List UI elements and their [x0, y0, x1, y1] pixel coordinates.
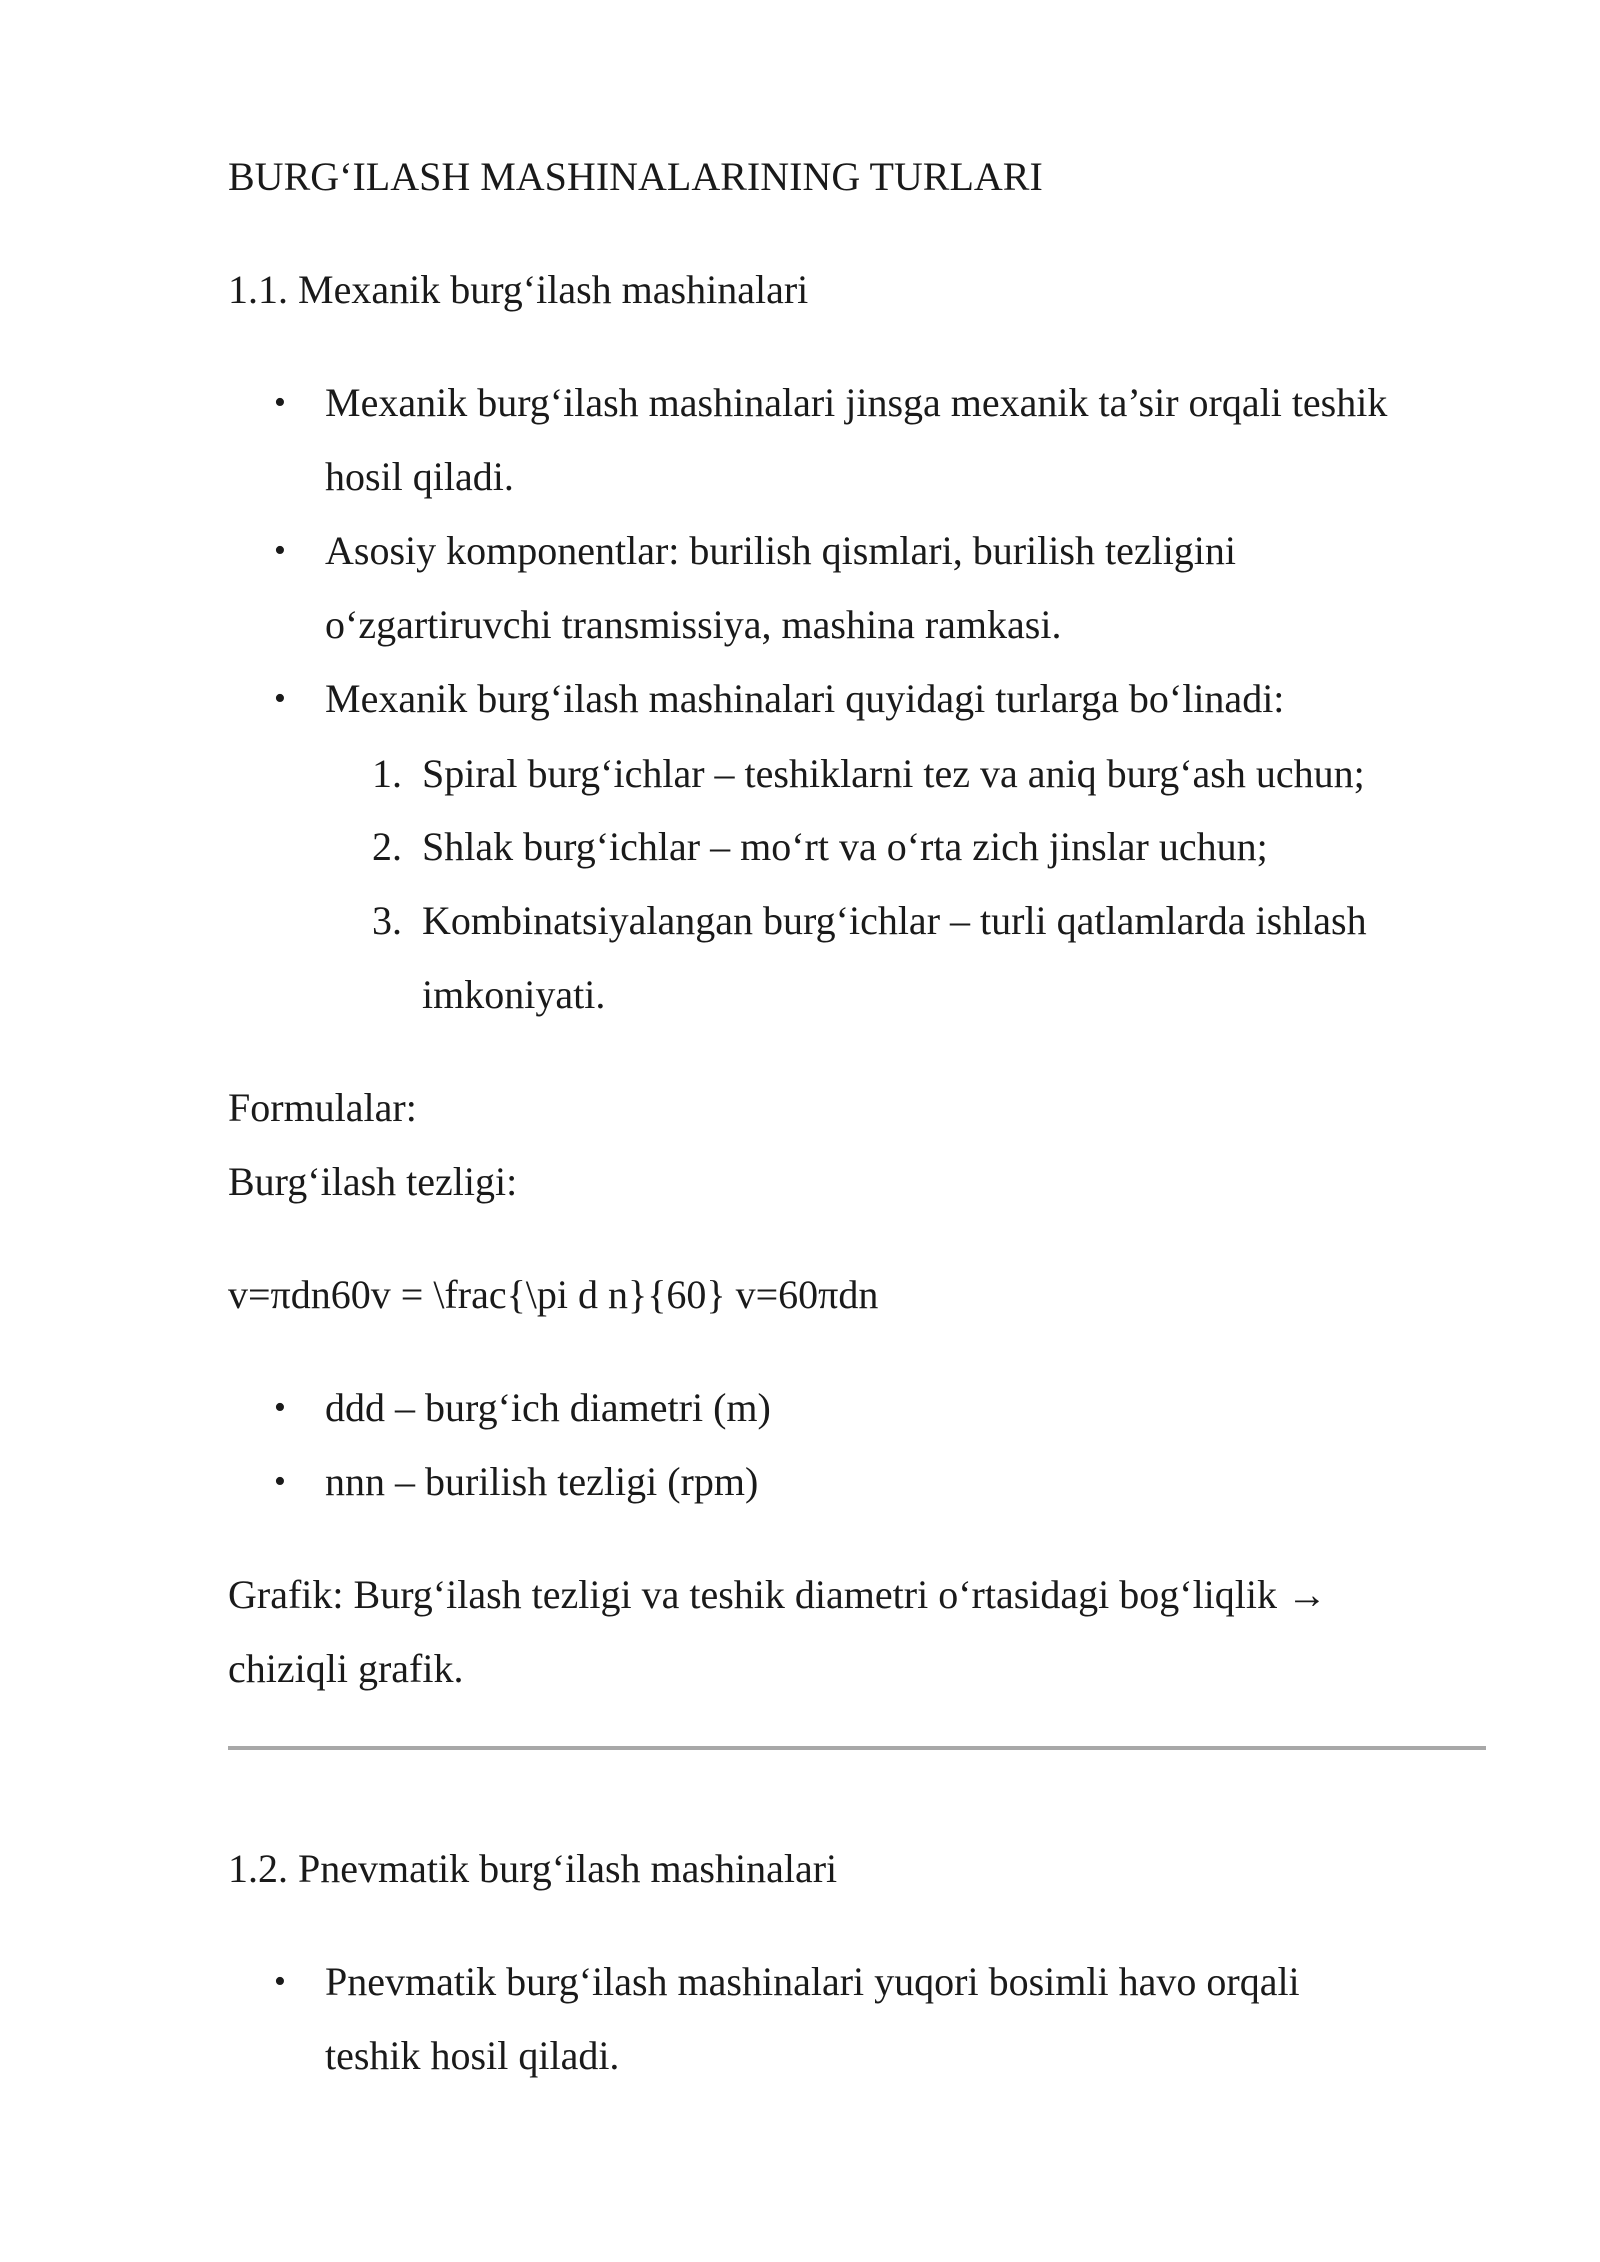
bullet-text-cont: teshik hosil qiladi. — [325, 2033, 620, 2078]
bullet-text: Mexanik burg‘ilash mashinalari quyidagi turlarga bo‘linadi: — [325, 676, 1285, 721]
document-title: BURG‘ILASH MASHINALARINING TURLARI — [228, 154, 1043, 199]
list-number: 3. — [372, 898, 402, 943]
speed-label: Burg‘ilash tezligi: — [228, 1159, 518, 1204]
bullet: • — [274, 532, 286, 569]
bullet: • — [274, 680, 286, 717]
grafik-text: Grafik: Burg‘ilash tezligi va teshik diametri o‘rtasidagi bog‘liqlik → — [228, 1572, 1328, 1617]
bullet-text-cont: o‘zgartiruvchi transmissiya, mashina ramkasi. — [325, 602, 1062, 647]
list-number: 2. — [372, 824, 402, 869]
variable-definition: ddd – burg‘ich diametri (m) — [325, 1385, 771, 1430]
bullet: • — [274, 1963, 286, 2000]
section-heading-1-2: 1.2. Pnevmatik burg‘ilash mashinalari — [228, 1846, 838, 1891]
bullet: • — [274, 1463, 286, 1500]
bullet: • — [274, 1389, 286, 1426]
bullet-text: Asosiy komponentlar: burilish qismlari, burilish tezligini — [325, 528, 1237, 573]
list-item-text-cont: imkoniyati. — [422, 972, 606, 1017]
formulas-label: Formulalar: — [228, 1085, 417, 1130]
list-item-text: Kombinatsiyalangan burg‘ichlar – turli qatlamlarda ishlash — [422, 898, 1367, 943]
list-number: 1. — [372, 751, 402, 796]
list-item-text: Spiral burg‘ichlar – teshiklarni tez va aniq burg‘ash uchun; — [422, 751, 1365, 796]
bullet-text-cont: hosil qiladi. — [325, 454, 514, 499]
bullet: • — [274, 384, 286, 421]
variable-definition: nnn – burilish tezligi (rpm) — [325, 1459, 759, 1504]
horizontal-divider — [228, 1746, 1486, 1750]
bullet-text: Pnevmatik burg‘ilash mashinalari yuqori bosimli havo orqali — [325, 1959, 1300, 2004]
formula-text: v=πdn60v = \frac{\pi d n}{60} v=60πdn — [228, 1272, 879, 1317]
grafik-text-cont: chiziqli grafik. — [228, 1646, 464, 1691]
bullet-text: Mexanik burg‘ilash mashinalari jinsga mexanik ta’sir orqali teshik — [325, 380, 1388, 425]
list-item-text: Shlak burg‘ichlar – mo‘rt va o‘rta zich jinslar uchun; — [422, 824, 1268, 869]
section-heading-1-1: 1.1. Mexanik burg‘ilash mashinalari — [228, 267, 809, 312]
